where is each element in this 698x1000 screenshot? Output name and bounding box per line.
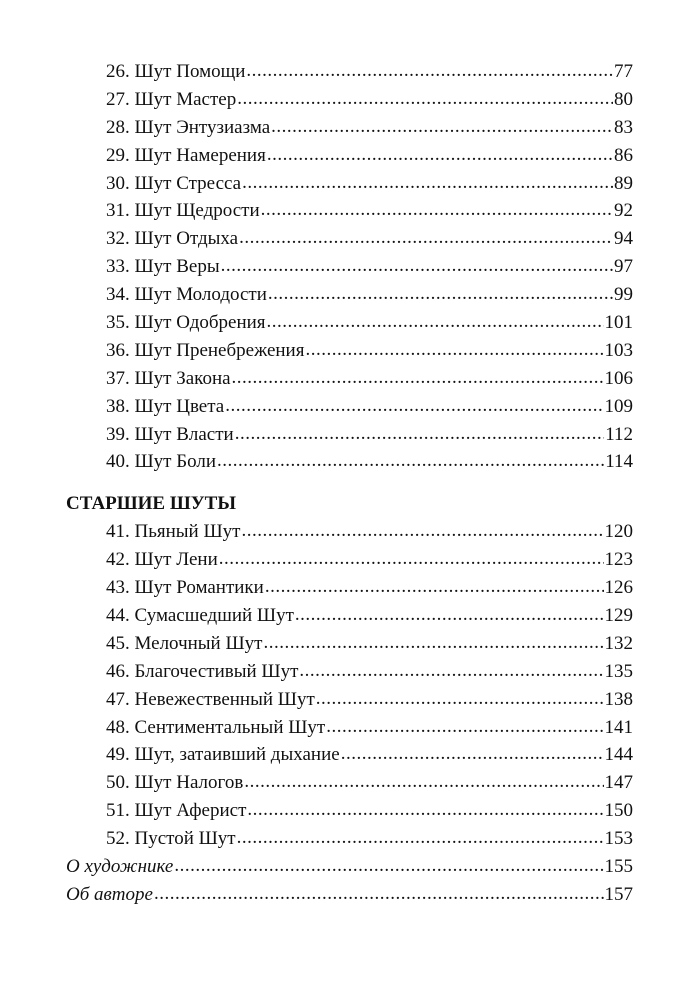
toc-appendix	[66, 853, 633, 909]
toc-entry-title: 40. Шут Боли	[106, 451, 217, 473]
dot-leader	[174, 852, 603, 880]
toc-entry-page: 155	[604, 856, 633, 878]
toc-entry-page: 103	[604, 339, 633, 361]
toc-entry-page: 144	[604, 744, 633, 766]
toc-entry[interactable]	[66, 421, 633, 449]
dot-leader	[265, 573, 604, 601]
toc-entry-page: 83	[614, 116, 633, 138]
toc-entry[interactable]	[66, 658, 633, 686]
toc-entry[interactable]	[66, 741, 633, 769]
toc-entry-page: 99	[614, 284, 633, 306]
toc-entry-title: 42. Шут Лени	[106, 549, 218, 571]
dot-leader	[239, 224, 613, 252]
section-heading: СТАРШИЕ ШУТЫ	[66, 493, 236, 515]
toc-entry-page: 120	[604, 521, 633, 543]
dot-leader	[267, 308, 604, 336]
dot-leader	[221, 252, 613, 280]
toc-entry-title: 51. Шут Аферист	[106, 800, 247, 822]
toc-entry-title: 30. Шут Стресса	[106, 172, 242, 194]
toc-entry-title: 52. Пустой Шут	[106, 828, 236, 850]
dot-leader	[295, 601, 604, 629]
toc-entry-title: 41. Пьяный Шут	[106, 521, 241, 543]
toc-entry-title: 35. Шут Одобрения	[106, 312, 266, 334]
toc-entry-title: 39. Шут Власти	[106, 423, 234, 445]
toc-entry-page: 89	[614, 172, 633, 194]
toc-entry[interactable]	[66, 448, 633, 476]
toc-entry-page: 147	[604, 772, 633, 794]
toc-entry[interactable]	[66, 225, 633, 253]
toc-entry[interactable]	[66, 825, 633, 853]
toc-entry-page: 109	[604, 395, 633, 417]
toc-entry-title: 48. Сентиментальный Шут	[106, 716, 326, 738]
toc-entry[interactable]	[66, 686, 633, 714]
toc-entry[interactable]	[66, 281, 633, 309]
toc-entry-title: 45. Мелочный Шут	[106, 632, 263, 654]
toc-entry[interactable]	[66, 393, 633, 421]
toc-entry-title: 32. Шут Отдыха	[106, 228, 239, 250]
dot-leader	[299, 657, 603, 685]
dot-leader	[219, 545, 604, 573]
dot-leader	[261, 196, 613, 224]
dot-leader	[237, 824, 604, 852]
dot-leader	[225, 392, 603, 420]
dot-leader	[235, 420, 604, 448]
toc-entry[interactable]	[66, 197, 633, 225]
toc-entry[interactable]	[66, 309, 633, 337]
toc-entry-page: 141	[604, 716, 633, 738]
toc-entry-page: 157	[604, 883, 633, 905]
dot-leader	[305, 336, 603, 364]
dot-leader	[341, 740, 604, 768]
toc-entry-page: 86	[614, 144, 633, 166]
toc-entry-page: 97	[614, 256, 633, 278]
toc-entry-title: 27. Шут Мастер	[106, 88, 237, 110]
toc-entry-page: 101	[604, 312, 633, 334]
toc-entry-title: О художнике	[66, 856, 174, 878]
dot-leader	[247, 796, 603, 824]
toc-entry-page: 126	[604, 577, 633, 599]
dot-leader	[246, 57, 613, 85]
dot-leader	[326, 713, 603, 741]
toc-entry-about-author[interactable]	[66, 881, 633, 909]
toc-entry-page: 132	[604, 632, 633, 654]
toc-entry[interactable]	[66, 602, 633, 630]
toc-entry-title: Об авторе	[66, 883, 153, 905]
toc-entry-title: 44. Сумасшедший Шут	[106, 605, 294, 627]
table-of-contents	[66, 58, 633, 909]
dot-leader	[232, 364, 604, 392]
toc-entry[interactable]	[66, 769, 633, 797]
toc-entry-page: 153	[604, 828, 633, 850]
toc-entry[interactable]	[66, 114, 633, 142]
dot-leader	[242, 169, 613, 197]
toc-entry-title: 50. Шут Налогов	[106, 772, 244, 794]
dot-leader	[316, 685, 604, 713]
toc-entry-page: 92	[614, 200, 633, 222]
toc-entry[interactable]	[66, 170, 633, 198]
dot-leader	[237, 85, 613, 113]
toc-entry-page: 123	[604, 549, 633, 571]
dot-leader	[267, 141, 613, 169]
toc-entry[interactable]	[66, 365, 633, 393]
toc-entry-title: 34. Шут Молодости	[106, 284, 267, 306]
dot-leader	[154, 880, 604, 908]
toc-entry-title: 29. Шут Намерения	[106, 144, 266, 166]
toc-entry-page: 112	[605, 423, 633, 445]
toc-entry[interactable]	[66, 86, 633, 114]
dot-leader	[217, 447, 604, 475]
toc-entry-title: 28. Шут Энтузиазма	[106, 116, 271, 138]
toc-entry[interactable]	[66, 142, 633, 170]
toc-entry[interactable]	[66, 58, 633, 86]
toc-entry-page: 114	[605, 451, 633, 473]
toc-entry-title: 47. Невежественный Шут	[106, 688, 315, 710]
toc-entry[interactable]	[66, 518, 633, 546]
toc-group-2	[66, 518, 633, 853]
toc-group-1	[66, 58, 633, 476]
toc-entry[interactable]	[66, 337, 633, 365]
toc-entry-about-artist[interactable]	[66, 853, 633, 881]
toc-entry[interactable]	[66, 630, 633, 658]
toc-entry-title: 33. Шут Веры	[106, 256, 220, 278]
toc-entry-title: 36. Шут Пренебрежения	[106, 339, 305, 361]
toc-entry-page: 138	[604, 688, 633, 710]
toc-entry-title: 31. Шут Щедрости	[106, 200, 260, 222]
dot-leader	[241, 517, 603, 545]
toc-entry-page: 129	[604, 605, 633, 627]
toc-entry[interactable]	[66, 797, 633, 825]
toc-entry-title: 26. Шут Помощи	[106, 61, 246, 82]
toc-entry-title: 49. Шут, затаивший дыхание	[106, 744, 340, 766]
toc-entry[interactable]	[66, 253, 633, 281]
dot-leader	[271, 113, 613, 141]
toc-entry[interactable]	[66, 574, 633, 602]
toc-entry-title: 38. Шут Цвета	[106, 395, 225, 417]
toc-entry[interactable]	[66, 714, 633, 742]
toc-entry-page: 150	[604, 800, 633, 822]
toc-entry-page: 77	[614, 61, 633, 82]
toc-entry-page: 135	[604, 660, 633, 682]
dot-leader	[268, 280, 613, 308]
toc-entry-page: 106	[604, 367, 633, 389]
toc-entry-title: 43. Шут Романтики	[106, 577, 264, 599]
toc-entry-page: 94	[614, 228, 633, 250]
toc-entry-title: 46. Благочестивый Шут	[106, 660, 299, 682]
dot-leader	[244, 768, 603, 796]
toc-entry[interactable]	[66, 546, 633, 574]
toc-entry-page: 80	[614, 88, 633, 110]
dot-leader	[263, 629, 603, 657]
toc-entry-title: 37. Шут Закона	[106, 367, 231, 389]
